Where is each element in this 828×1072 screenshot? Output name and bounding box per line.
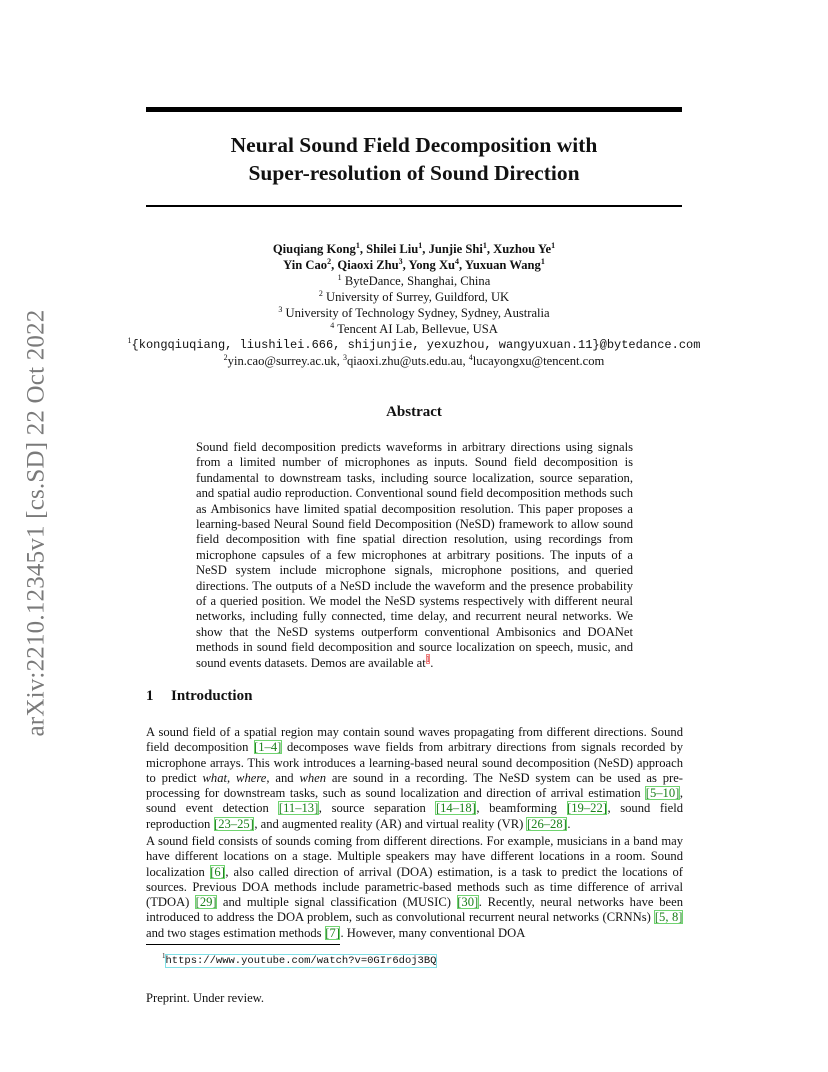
section-heading-introduction bbox=[146, 688, 252, 705]
author-line-1: Qiuqiang Kong$^1$, Shilei Liu$^1$, Junjie Shi$^1$, Xuzhou Ye$^1$ bbox=[272, 240, 556, 256]
author-block bbox=[120, 242, 708, 370]
title-bottom-rule bbox=[146, 205, 682, 207]
arxiv-identifier-text: arXiv:2210.12345v1 [cs.SD] 22 Oct 2022 bbox=[22, 309, 49, 737]
preprint-note: Preprint. Under review. bbox=[146, 991, 265, 1005]
citation-link[interactable]: [26–28] bbox=[526, 816, 567, 831]
email-line-2: $^2$yin.cao@surrey.ac.uk, $^3$qiaoxi.zhu@uts.edu.au, $^4$lucayongxu@tencent.com bbox=[223, 353, 605, 369]
email-bytedance[interactable]: {kongqiuqiang, liushilei.666, shijunjie, yexuzhou, wangyuxuan.11}@bytedance.com bbox=[131, 338, 701, 353]
author-name: Qiaoxi Zhu bbox=[337, 257, 399, 272]
footnote-link[interactable]: 1 bbox=[425, 653, 431, 664]
citation-link[interactable]: [6] bbox=[210, 864, 225, 879]
title-line-1: Neural Sound Field Decomposition with bbox=[230, 133, 598, 157]
author-name: Yuxuan Wang bbox=[464, 257, 541, 272]
email-line-1: $^1${kongqiuqiang, liushilei.666, shijunjie, yexuzhou, wangyuxuan.11}@bytedance.com bbox=[127, 336, 701, 353]
citation-link[interactable]: [19–22] bbox=[567, 801, 607, 816]
title-line-2: Super-resolution of Sound Direction bbox=[248, 161, 580, 185]
citation-link[interactable]: [5–10] bbox=[645, 786, 680, 801]
email-qiaoxi[interactable]: qiaoxi.zhu@uts.edu.au, bbox=[347, 354, 466, 369]
section-title: Introduction bbox=[171, 688, 253, 704]
footnote-url-link[interactable]: https://www.youtube.com/watch?v=0GIr6doj3BQ bbox=[165, 954, 437, 967]
citation-link[interactable]: [29] bbox=[195, 895, 217, 910]
title-top-rule bbox=[146, 107, 682, 112]
author-name: Shilei Liu bbox=[366, 242, 419, 256]
citation-link[interactable]: [5, 8] bbox=[654, 910, 683, 925]
affiliation-2: $^2$ University of Surrey, Guildford, UK bbox=[318, 288, 510, 304]
arxiv-identifier bbox=[18, 286, 54, 760]
citation-link[interactable]: [14–18] bbox=[435, 801, 476, 816]
affiliation-4: $^4$ Tencent AI Lab, Bellevue, USA bbox=[330, 320, 498, 336]
affiliation-3: $^3$ University of Technology Sydney, Sydney, Australia bbox=[278, 304, 550, 320]
author-name: Yin Cao bbox=[283, 257, 328, 272]
citation-link[interactable]: [11–13] bbox=[278, 801, 319, 816]
author-line-2: Yin Cao$^2$, Qiaoxi Zhu$^3$, Yong Xu$^4$, Yuxuan Wang$^1$ bbox=[283, 256, 545, 272]
intro-paragraph-1: A sound field of a spatial region may contain sound waves propagating from different directions. Sound field decomposition [1–4] decomposes wave fields from arbitrary directions from signals recorded by microphone arrays. This work introduces a learning-based neural sound decomposition (NeSD) approach to predict what, where, and when are sound in a recording. The NeSD system can be used as pre-processing for downstream tasks, such as sound localization and direction of arrival estimation [5–10], sound event detection [11–13], source separation [14–18], beamforming [19–22], sound field reproduction [23–25], and augmented reality (AR) and virtual reality (VR) [26–28]. bbox=[146, 725, 684, 831]
email-yin[interactable]: yin.cao@surrey.ac.uk, bbox=[227, 354, 340, 369]
email-luca[interactable]: lucayongxu@tencent.com bbox=[472, 354, 605, 369]
intro-paragraph-2: A sound field consists of sounds coming from different directions. For example, musicians in a band may have different locations on a stage. Multiple speakers may have different locations in a room. Sound localization [6], also called direction of arrival (DOA) estimation, is a task to predict the locations of sources. Previous DOA methods include parametric-based methods such as time difference of arrival (TDOA) [29] and multiple signal classification (MUSIC) [30]. Recently, neural networks have been introduced to address the DOA problem, such as convolutional recurrent neural networks (CRNNs) [5, 8] and two stages estimation methods [7]. However, many conventional DOA bbox=[146, 834, 683, 940]
citation-link[interactable]: [7] bbox=[325, 925, 340, 940]
affiliation-1: $^1$ ByteDance, Shanghai, China bbox=[337, 272, 491, 288]
author-name: Xuzhou Ye bbox=[493, 242, 552, 256]
section-number: 1 bbox=[146, 688, 154, 704]
author-name: Junjie Shi bbox=[428, 242, 483, 256]
abstract-text: Sound field decomposition predicts waveforms in arbitrary directions using signals from a limited number of microphones as inputs. Sound field decomposition is fundamental to downstream tasks, including source localization, source separation, and spatial audio reproduction. Conventional sound field decomposition methods such as Ambisonics have limited spatial decomposition resolution. This paper proposes a learning-based Neural Sound field Decomposition (NeSD) framework to allow sound field decomposition with fine spatial direction resolution, using recordings from microphone capsules of a few microphones at arbitrary positions. The inputs of a NeSD system include microphone signals, microphone positions, and queried directions. The outputs of a NeSD include the waveform and the presence probability of a queried position. We model the NeSD systems respectively with different neural networks, including fully connected, time delay, and recurrent neural networks. We show that the NeSD systems outperform conventional Ambisonics and DOANet methods in sound field decomposition and source localization on speech, music, and sound events datasets. Demos are available at$^1$. bbox=[196, 440, 633, 670]
paper-title bbox=[146, 131, 682, 187]
citation-link[interactable]: [1–4] bbox=[254, 740, 282, 755]
citation-link[interactable]: [30] bbox=[457, 895, 479, 910]
footnote: $^1$https://www.youtube.com/watch?v=0GIr6doj3BQ bbox=[162, 952, 437, 967]
author-name: Yong Xu bbox=[408, 257, 456, 272]
abstract-heading: Abstract bbox=[386, 404, 442, 420]
author-name: Qiuqiang Kong bbox=[272, 242, 356, 256]
footnote-rule bbox=[146, 944, 340, 945]
citation-link[interactable]: [23–25] bbox=[214, 816, 254, 831]
